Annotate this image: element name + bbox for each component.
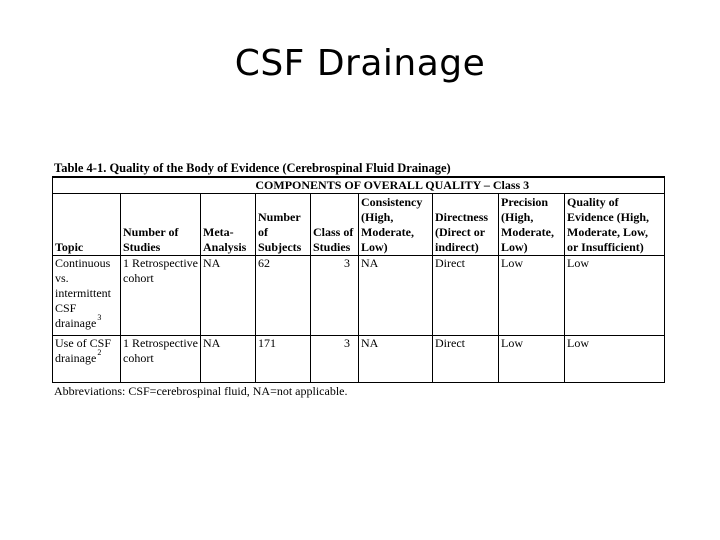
column-header: Number of Studies xyxy=(121,194,201,256)
meta-analysis-cell: NA xyxy=(201,256,256,336)
evidence-table-block xyxy=(52,160,664,399)
table-footnote: Abbreviations: CSF=cerebrospinal fluid, NA=not applicable. xyxy=(54,384,348,398)
consistency-cell: NA xyxy=(359,256,433,336)
class-cell: 3 xyxy=(311,256,359,336)
directness-cell: Direct xyxy=(433,256,499,336)
column-header: Number of Subjects xyxy=(256,194,311,256)
studies-cell: 1 Retrospective cohort xyxy=(121,256,201,336)
class-cell: 3 xyxy=(311,336,359,383)
group-header-row xyxy=(53,177,665,194)
meta-analysis-cell: NA xyxy=(201,336,256,383)
column-header-row xyxy=(53,194,665,256)
table-caption: Table 4-1. Quality of the Body of Evidence (Cerebrospinal Fluid Drainage) xyxy=(54,161,451,175)
precision-cell: Low xyxy=(499,256,565,336)
precision-cell: Low xyxy=(499,336,565,383)
subjects-cell: 171 xyxy=(256,336,311,383)
quality-cell: Low xyxy=(565,256,665,336)
topic-text: Continuous vs. intermittent CSF drainage xyxy=(55,256,111,330)
slide-title: CSF Drainage xyxy=(234,43,486,84)
column-header: Topic xyxy=(53,194,121,256)
topic-cell xyxy=(53,256,121,336)
column-header: Quality of Evidence (High, Moderate, Low, or Insufficient) xyxy=(565,194,665,256)
column-header: Directness (Direct or indirect) xyxy=(433,194,499,256)
table-row xyxy=(53,336,665,383)
consistency-cell: NA xyxy=(359,336,433,383)
evidence-table xyxy=(52,176,665,383)
column-header: Consistency (High, Moderate, Low) xyxy=(359,194,433,256)
quality-cell: Low xyxy=(565,336,665,383)
directness-cell: Direct xyxy=(433,336,499,383)
subjects-cell: 62 xyxy=(256,256,311,336)
column-header: Precision (High, Moderate, Low) xyxy=(499,194,565,256)
topic-cell xyxy=(53,336,121,383)
group-header: COMPONENTS OF OVERALL QUALITY – Class 3 xyxy=(121,177,665,194)
reference-marker: 3 xyxy=(97,313,102,322)
column-header: Meta-Analysis xyxy=(201,194,256,256)
studies-cell: 1 Retrospective cohort xyxy=(121,336,201,383)
topic-text: Use of CSF drainage xyxy=(55,336,112,365)
column-header: Class of Studies xyxy=(311,194,359,256)
reference-marker: 2 xyxy=(97,348,102,357)
table-row xyxy=(53,256,665,336)
group-header-spacer xyxy=(53,177,121,194)
